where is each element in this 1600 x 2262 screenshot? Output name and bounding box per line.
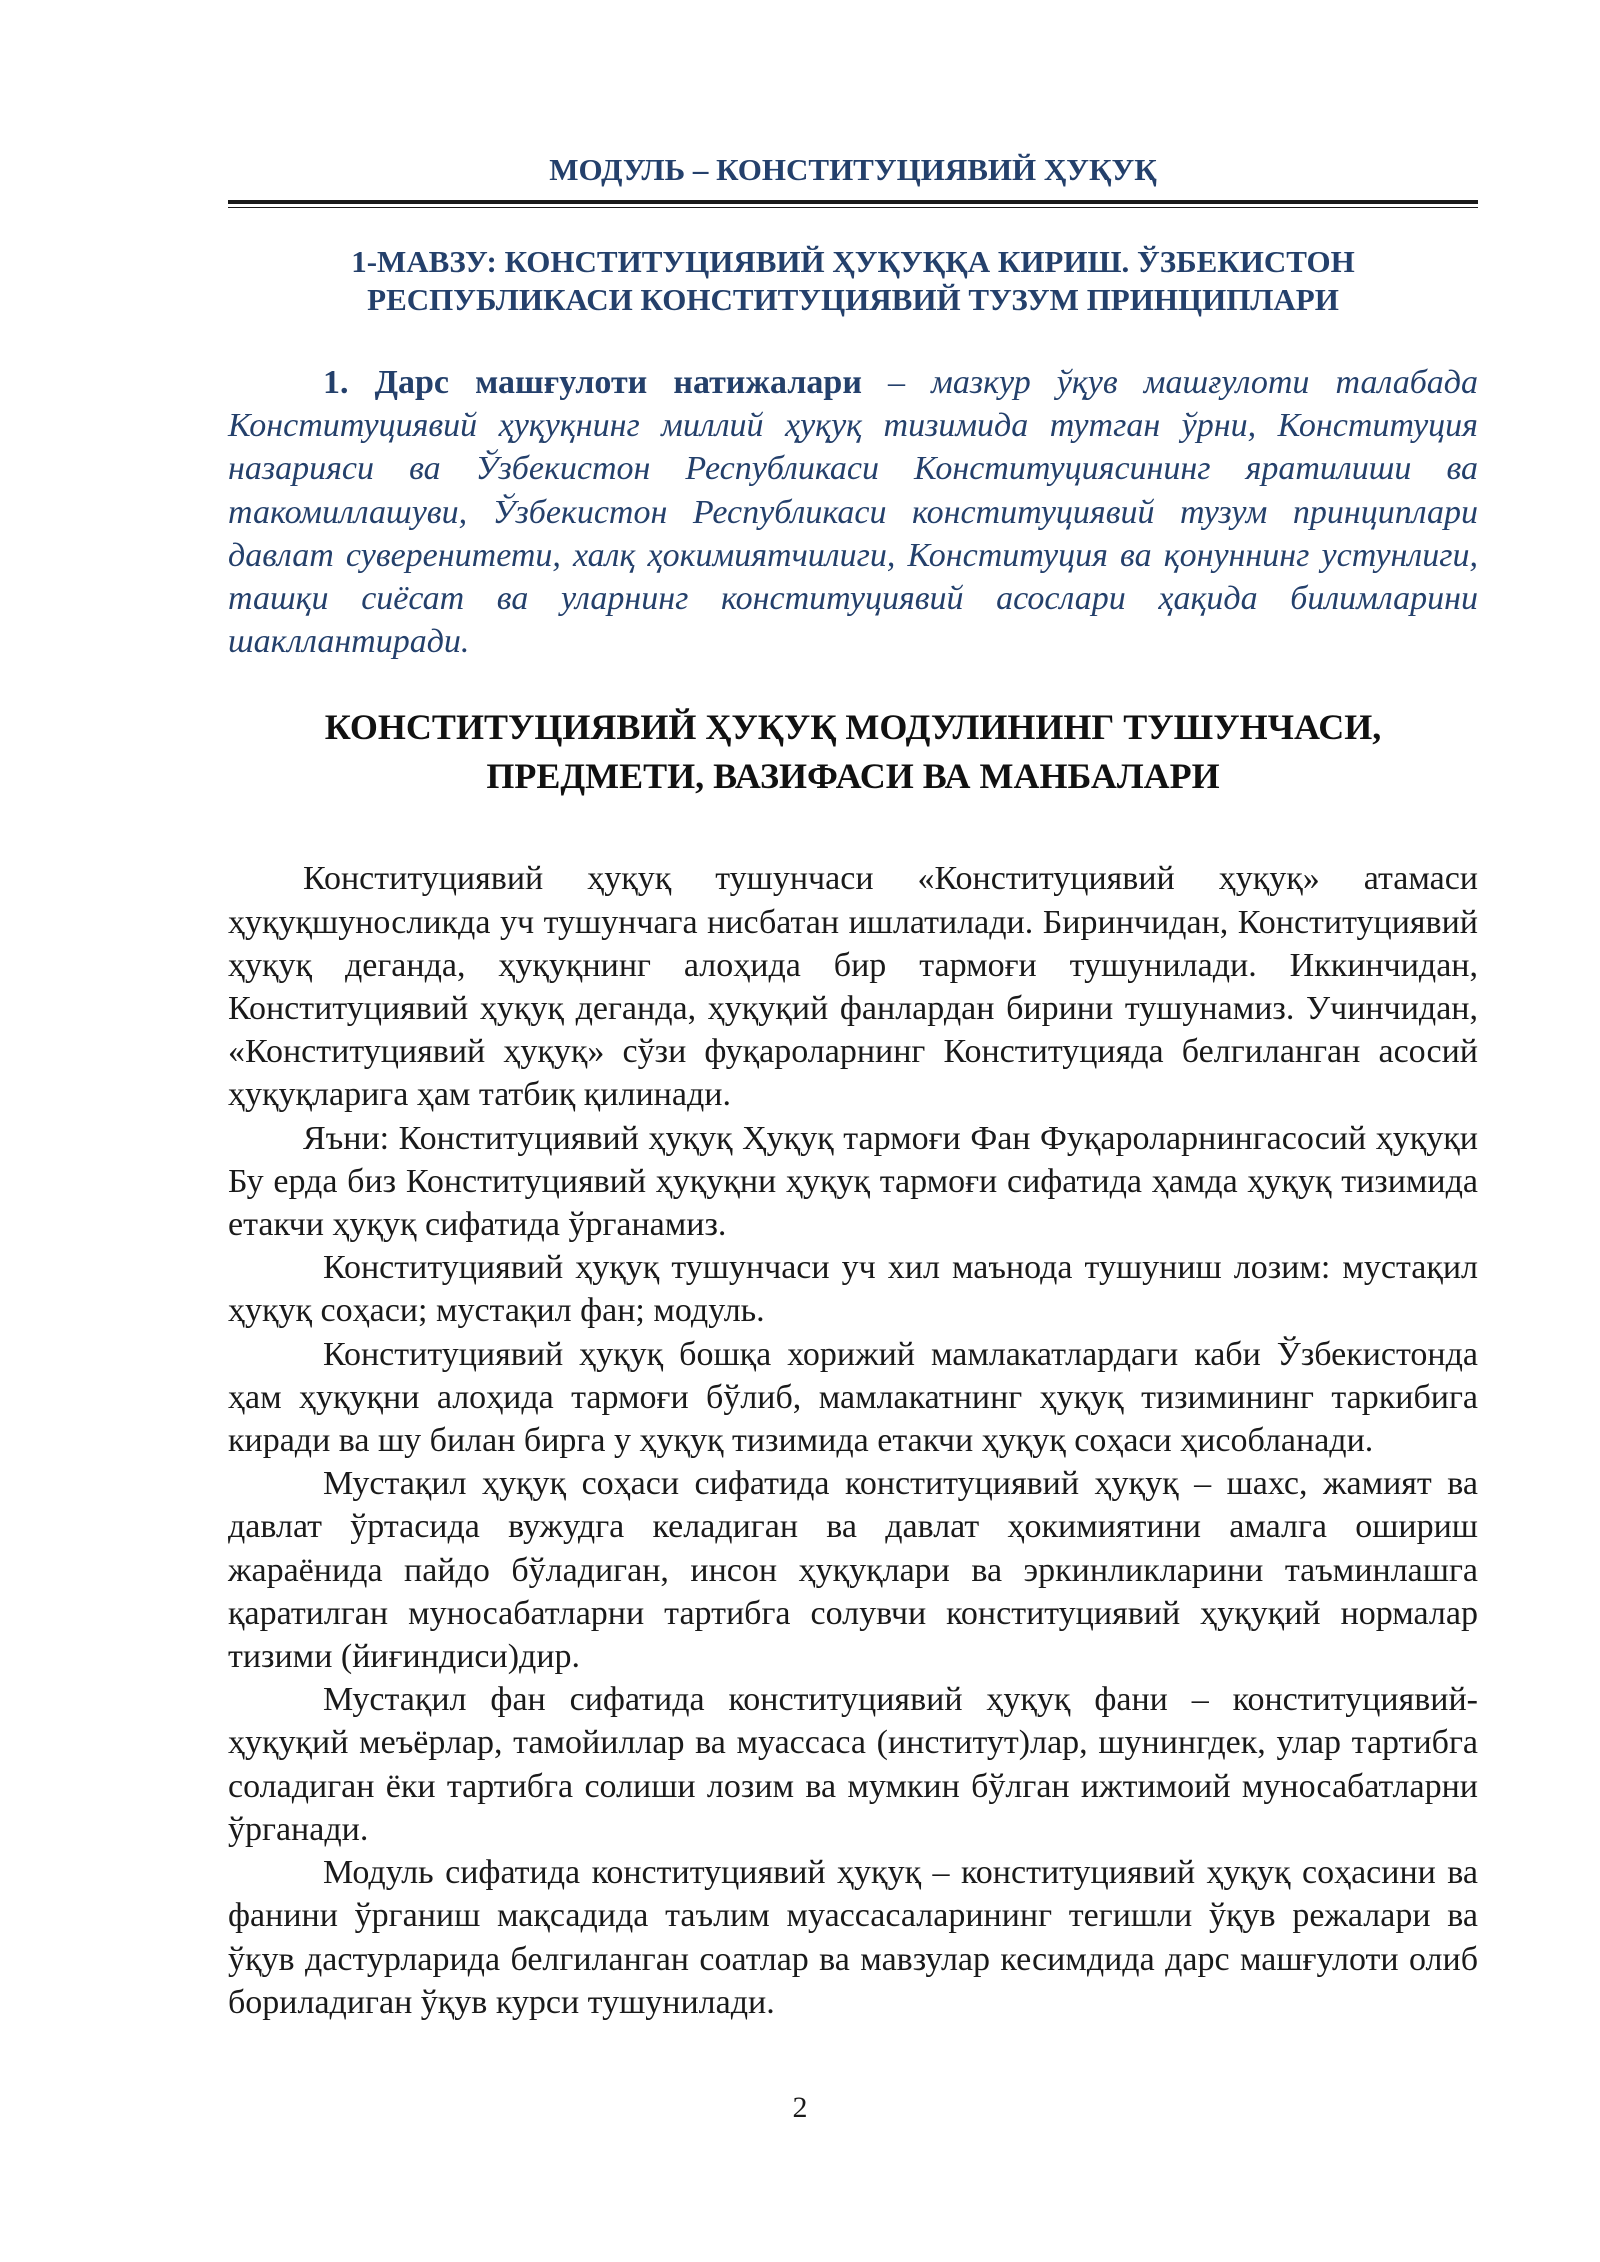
- section-title: [228, 703, 1478, 801]
- paragraph: Конституциявий ҳуқуқ бошқа хорижий мамлакатлардаги каби Ўзбекистонда ҳам ҳуқуқни алоҳида тармоғи бўлиб, мамлакатнинг ҳуқуқ тизимининг таркибига киради ва шу билан бирга у ҳуқуқ тизимида етакчи ҳуқуқ соҳаси ҳисобланади.: [228, 1335, 1478, 1460]
- paragraph: Конституциявий ҳуқуқ тушунчаси уч хил маънода тушуниш лозим: мустақил ҳуқуқ соҳаси; мустақил фан; модуль.: [228, 1249, 1478, 1330]
- paragraph: Конституциявий ҳуқуқ тушунчаси «Конституциявий ҳуқуқ» атамаси ҳуқуқшуносликда уч тушунчага нисбатан ишлатилади. Биринчидан, Конституциявий ҳуқуқ деганда, ҳуқуқнинг алоҳида бир тармоғи тушунилади. Иккинчидан, Конституциявий ҳуқуқ деганда, ҳуқуқий фанлардан бирини тушунамиз. Учинчидан, «Конституциявий ҳуқуқ» сўзи фуқароларнинг Конституцияда белгиланган асосий ҳуқуқларига ҳам татбиқ қилинади.: [228, 860, 1478, 1114]
- outcomes-lead: 1. Дарс машғулоти натижалари: [323, 364, 862, 401]
- topic-title-line-2: РЕСПУБЛИКАСИ КОНСТИТУЦИЯВИЙ ТУЗУМ ПРИНЦИПЛАРИ: [367, 282, 1339, 317]
- paragraph: Яъни: Конституциявий ҳуқуқ Ҳуқуқ тармоғи Фан Фуқароларнингасосий ҳуқуқи Бу ерда биз Конституциявий ҳуқуқни ҳуқуқ тармоғи сифатида ҳамда ҳуқуқ тизимида етакчи ҳуқуқ сифатида ўрганамиз.: [228, 1119, 1478, 1244]
- section-title-line-2: ПРЕДМЕТИ, ВАЗИФАСИ ВА МАНБАЛАРИ: [486, 756, 1220, 797]
- topic-title: [228, 243, 1478, 319]
- section-title-line-1: КОНСТИТУЦИЯВИЙ ҲУҚУҚ МОДУЛИНИНГ ТУШУНЧАСИ,: [324, 707, 1382, 748]
- topic-title-line-1: 1-МАВЗУ: КОНСТИТУЦИЯВИЙ ҲУҚУҚҚА КИРИШ. ЎЗБЕКИСТОН: [351, 244, 1355, 279]
- header-rule: [228, 200, 1478, 208]
- paragraph: Мустақил фан сифатида конституциявий ҳуқуқ фани – конституциявий-ҳуқуқий меъёрлар, тамойиллар ва муассаса (институт)лар, шунингдек, улар тартибга соладиган ёки тартибга солиши лозим ва мумкин бўлган ижтимоий муносабатларни ўрганади.: [228, 1681, 1478, 1848]
- lesson-outcomes: [228, 361, 1478, 663]
- module-title: МОДУЛЬ – КОНСТИТУЦИЯВИЙ ҲУҚУҚ: [549, 152, 1157, 187]
- outcomes-description: – мазкур ўқув машғулоти талабада Конституциявий ҳуқуқнинг миллий ҳуқуқ тизимида тутган ўрни, Конституция назарияси ва Ўзбекистон Республикаси Конституциясининг яратилиши ва такомиллашуви, Ўзбекистон Республикаси конституциявий тузум принциплари давлат суверенитети, халқ ҳокимиятчилиги, Конституция ва қонуннинг устунлиги, ташқи сиёсат ва уларнинг конституциявий асослари ҳақида билимларини шакллантиради.: [228, 364, 1479, 661]
- body-text: [228, 857, 1478, 2023]
- page-content: [228, 150, 1478, 2024]
- paragraph: Мустақил ҳуқуқ соҳаси сифатида конституциявий ҳуқуқ – шахс, жамият ва давлат ўртасида вужудга келадиган ва давлат ҳокимиятини амалга ошириш жараёнида пайдо бўладиган, инсон ҳуқуқлари ва эркинликларини таъминлашга қаратилган муносабатларни тартибга солувчи конституциявий ҳуқуқий нормалар тизими (йиғиндиси)дир.: [228, 1465, 1478, 1676]
- paragraph: Модуль сифатида конституциявий ҳуқуқ – конституциявий ҳуқуқ соҳасини ва фанини ўрганиш мақсадида таълим муассасаларининг тегишли ўқув режалари ва ўқув дастурларида белгиланган соатлар ва мавзулар кесимдида дарс машғулоти олиб бориладиган ўқув курси тушунилади.: [228, 1854, 1478, 2021]
- page-number: 2: [792, 2091, 808, 2124]
